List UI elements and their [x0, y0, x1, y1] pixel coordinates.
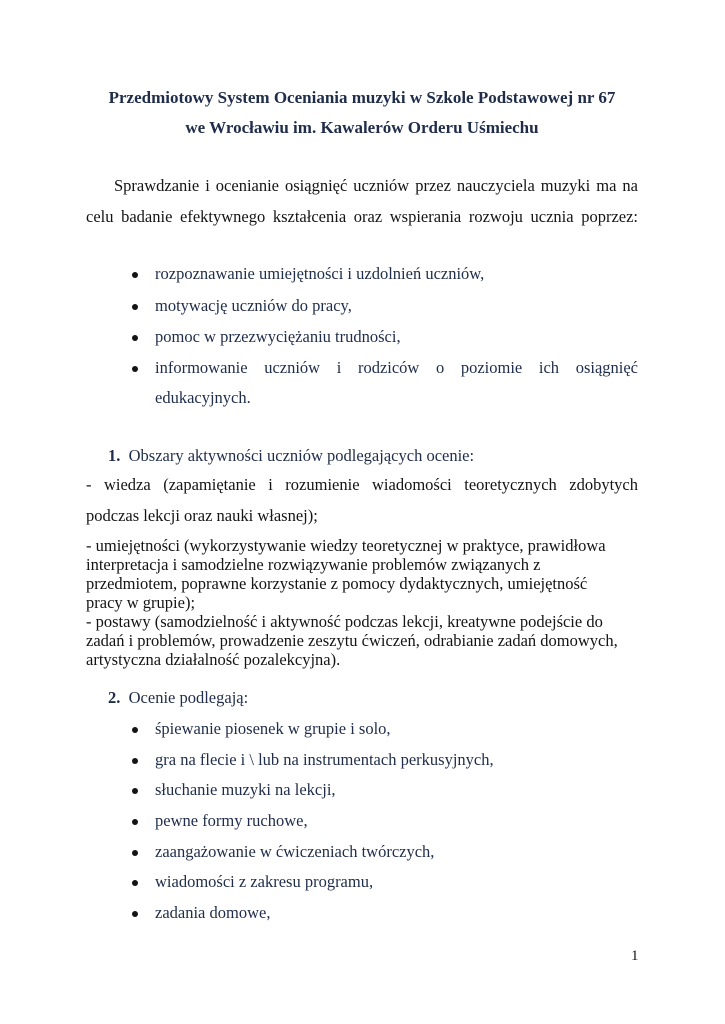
section2-heading-text: Ocenie podlegają: — [128, 688, 249, 707]
goal-item: motywację uczniów do pracy, — [155, 296, 352, 315]
bullet-icon — [132, 903, 138, 923]
assessed-item: pewne formy ruchowe, — [155, 811, 308, 830]
bullet-icon — [132, 296, 138, 316]
bullet-icon — [132, 327, 138, 347]
assessed-item: zadania domowe, — [155, 903, 271, 922]
umiejetnosci-line2: interpretacja i samodzielne rozwiązywanie problemów związanych z — [86, 555, 541, 574]
section1-heading — [108, 446, 474, 466]
section2-number: 2. — [108, 688, 121, 707]
assessed-item: gra na flecie i \ lub na instrumentach perkusyjnych, — [155, 750, 494, 769]
goal-item: pomoc w przezwyciężaniu trudności, — [155, 327, 401, 346]
bullet-icon — [132, 811, 138, 831]
assessed-item: śpiewanie piosenek w grupie i solo, — [155, 719, 391, 738]
document-title-line2: we Wrocławiu im. Kawalerów Orderu Uśmiechu — [185, 118, 539, 137]
bullet-icon — [132, 780, 138, 800]
assessed-item: słuchanie muzyki na lekcji, — [155, 780, 336, 799]
postawy-line3: artystyczna działalność pozalekcyjna). — [86, 650, 341, 669]
bullet-icon — [132, 358, 138, 378]
assessed-item: wiadomości z zakresu programu, — [155, 872, 374, 891]
document-title-line1: Przedmiotowy System Oceniania muzyki w Szkole Podstawowej nr 67 — [108, 88, 616, 107]
postawy-line1: - postawy (samodzielność i aktywność podczas lekcji, kreatywne podejście do — [86, 612, 603, 631]
wiedza-line2: podczas lekcji oraz nauki własnej); — [86, 506, 318, 525]
bullet-icon — [132, 264, 138, 284]
postawy-line2: zadań i problemów, prowadzenie zeszytu ćwiczeń, odrabianie zadań domowych, — [86, 631, 618, 650]
bullet-icon — [132, 750, 138, 770]
wiedza-line1: - wiedza (zapamiętanie i rozumienie wiadomości teoretycznych zdobytych — [86, 475, 638, 494]
umiejetnosci-line1: - umiejętności (wykorzystywanie wiedzy teoretycznej w praktyce, prawidłowa — [86, 536, 606, 555]
goal-item: informowanie uczniów i rodziców o poziomie ich osiągnięć — [155, 358, 638, 377]
umiejetnosci-line4: pracy w grupie); — [86, 593, 196, 612]
section1-heading-text: Obszary aktywności uczniów podlegających ocenie: — [128, 446, 475, 465]
section2-heading — [108, 688, 248, 708]
bullet-icon — [132, 719, 138, 739]
bullet-icon — [132, 842, 138, 862]
assessed-item: zaangażowanie w ćwiczeniach twórczych, — [155, 842, 435, 861]
section1-number: 1. — [108, 446, 121, 465]
bullet-icon — [132, 872, 138, 892]
intro-line1: Sprawdzanie i ocenianie osiągnięć uczniów przez nauczyciela muzyki ma na — [114, 176, 638, 195]
goal-item-continuation: edukacyjnych. — [155, 388, 251, 407]
umiejetnosci-line3: przedmiotem, poprawne korzystanie z pomocy dydaktycznych, umiejętność — [86, 574, 588, 593]
page-number: 1 — [631, 948, 639, 964]
intro-line2: celu badanie efektywnego kształcenia oraz wspierania rozwoju ucznia poprzez: — [86, 207, 638, 226]
goal-item: rozpoznawanie umiejętności i uzdolnień uczniów, — [155, 264, 485, 283]
